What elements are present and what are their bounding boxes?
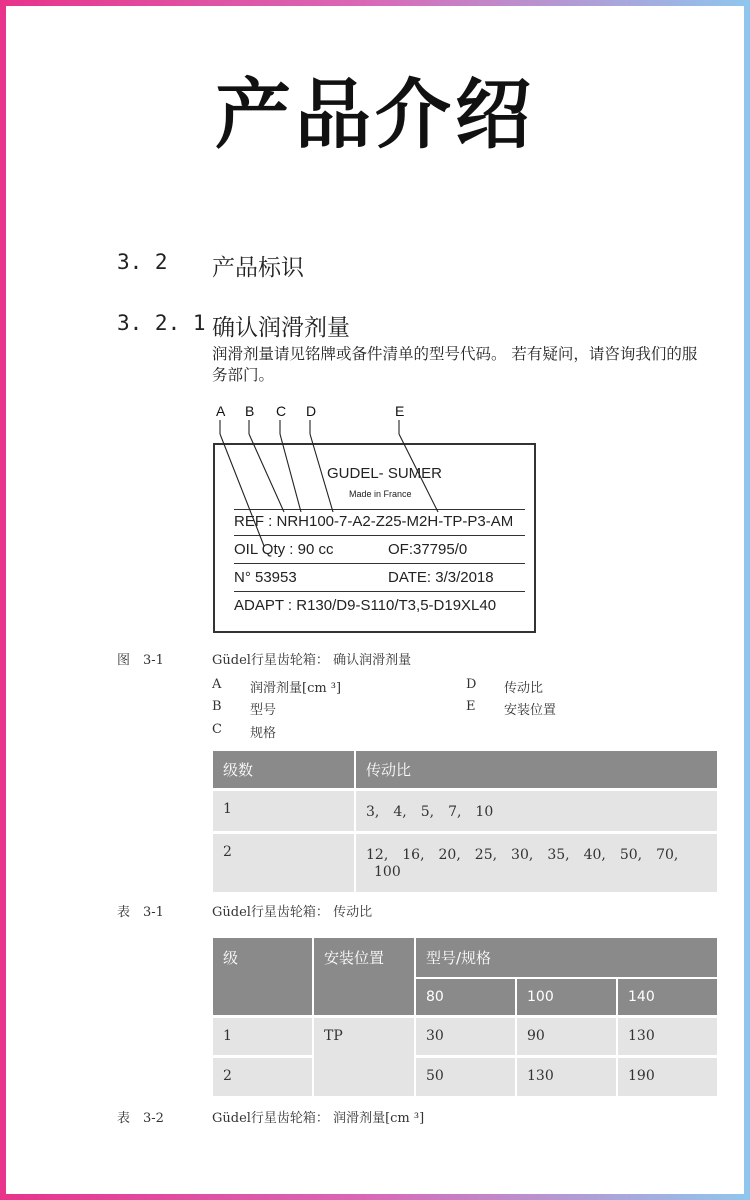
leader-b: [249, 434, 284, 512]
table-cell: 1: [213, 1016, 313, 1056]
legend-text-b: 型号: [250, 703, 277, 718]
table2-caption: Güdel行星齿轮箱： 润滑剂量[cm ³]: [212, 1111, 425, 1126]
ratio-line: 3, 4, 5, 7, 10: [366, 803, 494, 820]
leader-c: [280, 434, 301, 512]
callout-letter-a: A: [216, 403, 226, 419]
table-cell: [355, 832, 717, 892]
nameplate-of: OF:37795/0: [388, 541, 468, 558]
table-cell: [355, 789, 717, 832]
legend-key-d: D: [466, 677, 477, 692]
legend-key-e: E: [466, 699, 476, 714]
nameplate-made-in: Made in France: [349, 489, 412, 499]
legend-text-d: 传动比: [504, 681, 544, 696]
callout-leader-lines: [6, 6, 744, 706]
ratio-line: 100: [374, 863, 401, 880]
table-row: [213, 1056, 717, 1096]
nameplate-oil-qty: OIL Qty : 90 cc: [234, 541, 334, 558]
subsection-title: 确认润滑剂量: [212, 315, 350, 341]
nameplate-ref: REF : NRH100-7-A2-Z25-M2H-TP-P3-AM: [234, 513, 514, 530]
nameplate-brand: GUDEL- SUMER: [327, 465, 443, 482]
table-header-row: [213, 751, 717, 789]
lubricant-table: [213, 938, 717, 1096]
table-cell: 90: [516, 1016, 617, 1056]
callout-letter-d: D: [306, 403, 317, 419]
nameplate-adapt: ADAPT : R130/D9-S110/T3,5-D19XL40: [234, 597, 497, 614]
legend-key-a: A: [212, 677, 222, 692]
leader-e: [399, 434, 438, 512]
page-title: 产品介绍: [215, 70, 535, 159]
document-page: [6, 6, 744, 1194]
table-row: [213, 789, 717, 832]
table-header: 传动比: [355, 751, 717, 789]
leader-a: [220, 434, 264, 546]
table1-label: 表 3-1: [117, 905, 164, 920]
legend-text-e: 安装位置: [504, 703, 557, 718]
callout-letter-c: C: [276, 403, 287, 419]
body-line: 润滑剂量请见铭牌或备件清单的型号代码。 若有疑问，请咨询我们的服: [212, 345, 698, 363]
ratio-table: [213, 751, 717, 892]
table-header-row: [213, 938, 717, 978]
subsection-number: 3. 2. 1: [117, 311, 206, 335]
table2-label: 表 3-2: [117, 1111, 164, 1126]
table-header: 级: [213, 938, 313, 1016]
callout-letter-b: B: [245, 403, 255, 419]
figure-label: 图 3-1: [117, 653, 164, 668]
legend-key-c: C: [212, 722, 222, 737]
legend-text-a: 润滑剂量[cm ³]: [250, 681, 342, 696]
table-cell: 190: [617, 1056, 717, 1096]
callout-letter-e: E: [395, 403, 405, 419]
table-header: 安装位置: [313, 938, 415, 1016]
legend-key-b: B: [212, 699, 222, 714]
section-number: 3. 2: [117, 250, 168, 274]
table-cell: 130: [617, 1016, 717, 1056]
nameplate-date: DATE: 3/3/2018: [388, 569, 494, 586]
table-cell: 50: [415, 1056, 516, 1096]
table1-caption: Güdel行星齿轮箱： 传动比: [212, 905, 373, 920]
table-subheader: 80: [415, 978, 516, 1016]
table-row: [213, 832, 717, 892]
table-header: 级数: [213, 751, 355, 789]
table-cell: TP: [313, 1016, 415, 1096]
table-subheader: 140: [617, 978, 717, 1016]
leader-d: [310, 434, 333, 512]
body-line: 务部门。: [212, 366, 275, 384]
legend-text-c: 规格: [250, 726, 277, 741]
table-header: 型号/规格: [415, 938, 717, 978]
table-cell: 2: [213, 1056, 313, 1096]
table-row: [213, 1016, 717, 1056]
figure-caption: Güdel行星齿轮箱： 确认润滑剂量: [212, 653, 412, 668]
nameplate-serial: N° 53953: [234, 569, 297, 586]
table-cell: 130: [516, 1056, 617, 1096]
table-cell: 30: [415, 1016, 516, 1056]
section-title: 产品标识: [212, 255, 304, 281]
table-cell: 1: [213, 789, 355, 832]
table-subheader: 100: [516, 978, 617, 1016]
table-cell: 2: [213, 832, 355, 892]
ratio-line: 12, 16, 20, 25, 30, 35, 40, 50, 70,: [366, 846, 679, 863]
